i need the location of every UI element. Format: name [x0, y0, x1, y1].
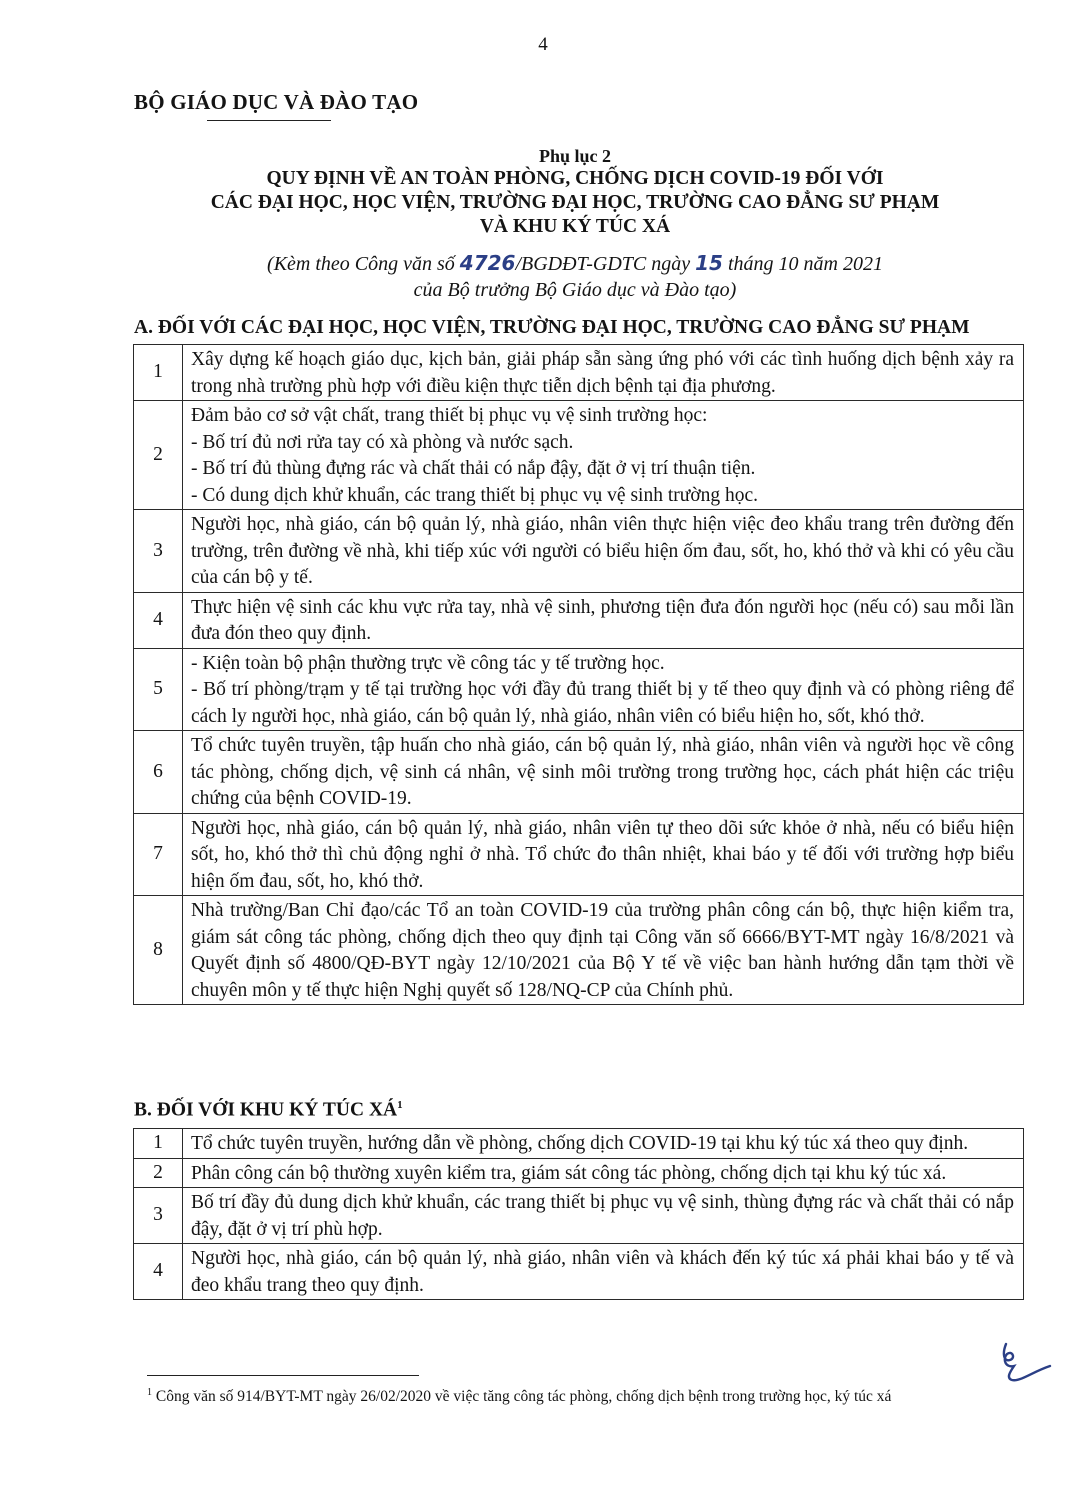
- reference-prefix: (Kèm theo Công văn số: [267, 253, 460, 275]
- title-line-2: CÁC ĐẠI HỌC, HỌC VIỆN, TRƯỜNG ĐẠI HỌC, TRƯỜNG CAO ĐẲNG SƯ PHẠM: [210, 192, 940, 213]
- row-number: 6: [134, 731, 183, 814]
- footnote-marker: 1: [147, 1387, 152, 1398]
- row-line: - Bố trí phòng/trạm y tế tại trường học với đầy đủ trang thiết bị y tế theo quy định và có phòng riêng để cách ly người học, nhà giáo, cán bộ quản lý, nhà giáo, nhân viên có biểu hiện ho, sốt, khó thở.: [191, 679, 1014, 727]
- row-content: [183, 731, 1024, 814]
- row-content: [183, 1188, 1024, 1244]
- section-a-table: [133, 344, 1024, 1005]
- row-line: Nhà trường/Ban Chỉ đạo/các Tổ an toàn COVID-19 của trường phân công cán bộ, thực hiện kiểm tra, giám sát công tác phòng, chống dịch theo quy định tại Công văn số 6666/BYT-MT ngày 16/8/2021 và Quyết định số 4800/QĐ-BYT ngày 12/10/2021 của Bộ Y tế về việc ban hành hướng dẫn tạm thời về chuyên môn y tế thực hiện Nghị quyết số 128/NQ-CP của Chính phủ.: [191, 900, 1014, 1001]
- ministry-name: BỘ GIÁO DỤC VÀ ĐÀO TẠO: [134, 90, 419, 114]
- section-a-row: [134, 345, 1024, 401]
- section-b-title: [134, 1099, 403, 1122]
- row-line: Xây dựng kế hoạch giáo dục, kịch bản, giải pháp sẵn sàng ứng phó với các tình huống dịch bệnh xảy ra trong nhà trường phù hợp với điều kiện thực tiễn dịch bệnh tại địa phương.: [191, 349, 1014, 397]
- footnote-text: Công văn số 914/BYT-MT ngày 26/02/2020 về việc tăng công tác phòng, chống dịch bệnh trong trường học, ký túc xá: [152, 1388, 892, 1406]
- row-content: [183, 1244, 1024, 1300]
- row-line: Phân công cán bộ thường xuyên kiểm tra, giám sát công tác phòng, chống dịch tại khu ký túc xá.: [191, 1162, 947, 1184]
- page-number: 4: [538, 34, 548, 55]
- row-number: 4: [134, 1244, 183, 1300]
- section-a-row: [134, 401, 1024, 510]
- reference-line-2: của Bộ trưởng Bộ Giáo dục và Đào tạo): [413, 279, 737, 301]
- row-line: Tổ chức tuyên truyền, tập huấn cho nhà giáo, cán bộ quản lý, nhà giáo, nhân viên và người học về công tác phòng, chống dịch, vệ sinh cá nhân, vệ sinh môi trường trong trường học, cách phát hiện các triệu chứng của bệnh COVID-19.: [191, 735, 1014, 809]
- row-line: Thực hiện vệ sinh các khu vực rửa tay, nhà vệ sinh, phương tiện đưa đón người học (nếu có) sau mỗi lần đưa đón theo quy định.: [191, 596, 1014, 644]
- row-number: 3: [134, 510, 183, 593]
- handwritten-initials-icon: [992, 1340, 1052, 1384]
- document-title: [100, 167, 1050, 239]
- row-number: 7: [134, 813, 183, 896]
- section-a-row: [134, 510, 1024, 593]
- row-line: Người học, nhà giáo, cán bộ quản lý, nhà giáo, nhân viên thực hiện việc đeo khẩu trang trên đường đến trường, trên đường về nhà, khi tiếp xúc với người có biểu hiện ốm đau, sốt, ho, khó thở và khi có yêu cầu của cán bộ y tế.: [191, 514, 1014, 588]
- section-a-row: [134, 648, 1024, 731]
- ministry-underline: [207, 120, 331, 121]
- row-number: 1: [134, 345, 183, 401]
- footnote-reference: 1: [397, 1099, 403, 1111]
- row-number: 3: [134, 1188, 183, 1244]
- reference-line-1: [100, 250, 1050, 277]
- handwritten-day: 15: [695, 251, 723, 275]
- section-b-row: [134, 1129, 1024, 1159]
- document-reference: [100, 250, 1050, 303]
- section-a-row: [134, 813, 1024, 896]
- section-a-row: [134, 592, 1024, 648]
- section-b-table: [133, 1128, 1024, 1300]
- row-content: [183, 401, 1024, 510]
- row-content: [183, 345, 1024, 401]
- row-content: [183, 592, 1024, 648]
- title-line-1: QUY ĐỊNH VỀ AN TOÀN PHÒNG, CHỐNG DỊCH COVID-19 ĐỐI VỚI: [266, 168, 884, 189]
- section-b-row: [134, 1188, 1024, 1244]
- row-line: Đảm bảo cơ sở vật chất, trang thiết bị phục vụ vệ sinh trường học:: [191, 405, 708, 426]
- appendix-label: Phụ lục 2: [538, 146, 612, 166]
- reference-suffix: tháng 10 năm 2021: [722, 253, 883, 275]
- row-content: [183, 813, 1024, 896]
- row-line: - Kiện toàn bộ phận thường trực về công tác y tế trường học.: [191, 652, 665, 674]
- footnote-separator: [147, 1375, 419, 1376]
- handwritten-doc-number: 4726: [459, 251, 516, 275]
- section-a-row: [134, 896, 1024, 1005]
- row-number: 2: [134, 401, 183, 510]
- row-content: [183, 1129, 1024, 1159]
- row-line: Người học, nhà giáo, cán bộ quản lý, nhà giáo, nhân viên và khách đến ký túc xá phải khai báo y tế và đeo khẩu trang theo quy định.: [191, 1248, 1014, 1296]
- row-number: 8: [134, 896, 183, 1005]
- row-content: [183, 896, 1024, 1005]
- row-number: 5: [134, 648, 183, 731]
- footnote: [147, 1382, 1007, 1408]
- row-number: 4: [134, 592, 183, 648]
- row-line: - Có dung dịch khử khuẩn, các trang thiết bị phục vụ vệ sinh trường học.: [191, 484, 759, 506]
- row-line: - Bố trí đủ nơi rửa tay có xà phòng và nước sạch.: [191, 431, 574, 453]
- row-line: Người học, nhà giáo, cán bộ quản lý, nhà giáo, nhân viên tự theo dõi sức khỏe ở nhà, nếu có biểu hiện sốt, ho, khó thở thì chủ động nghỉ ở nhà. Tổ chức đo thân nhiệt, khai báo y tế đối với trường hợp biểu hiện ốm đau, sốt, ho, khó thở.: [191, 817, 1014, 892]
- row-content: [183, 1158, 1024, 1188]
- section-a-row: [134, 731, 1024, 814]
- section-a-title: A. ĐỐI VỚI CÁC ĐẠI HỌC, HỌC VIỆN, TRƯỜNG ĐẠI HỌC, TRƯỜNG CAO ĐẲNG SƯ PHẠM: [134, 317, 970, 338]
- row-line: Tổ chức tuyên truyền, hướng dẫn về phòng, chống dịch COVID-19 tại khu ký túc xá theo quy định.: [191, 1133, 969, 1154]
- section-b-row: [134, 1244, 1024, 1300]
- title-line-3: VÀ KHU KÝ TÚC XÁ: [479, 216, 671, 237]
- row-content: [183, 510, 1024, 593]
- row-line: Bố trí đầy đủ dung dịch khử khuẩn, các trang thiết bị phục vụ vệ sinh, thùng đựng rác và chất thải có nắp đậy, đặt ở vị trí phù hợp.: [191, 1192, 1014, 1240]
- row-content: [183, 648, 1024, 731]
- row-number: 1: [134, 1129, 183, 1159]
- section-b-title-text: B. ĐỐI VỚI KHU KÝ TÚC XÁ: [134, 1099, 398, 1121]
- row-line: - Bố trí đủ thùng đựng rác và chất thải có nắp đậy, đặt ở vị trí thuận tiện.: [191, 458, 756, 479]
- section-b-row: [134, 1158, 1024, 1188]
- row-number: 2: [134, 1158, 183, 1188]
- reference-middle: /BGDĐT-GDTC ngày: [515, 253, 696, 275]
